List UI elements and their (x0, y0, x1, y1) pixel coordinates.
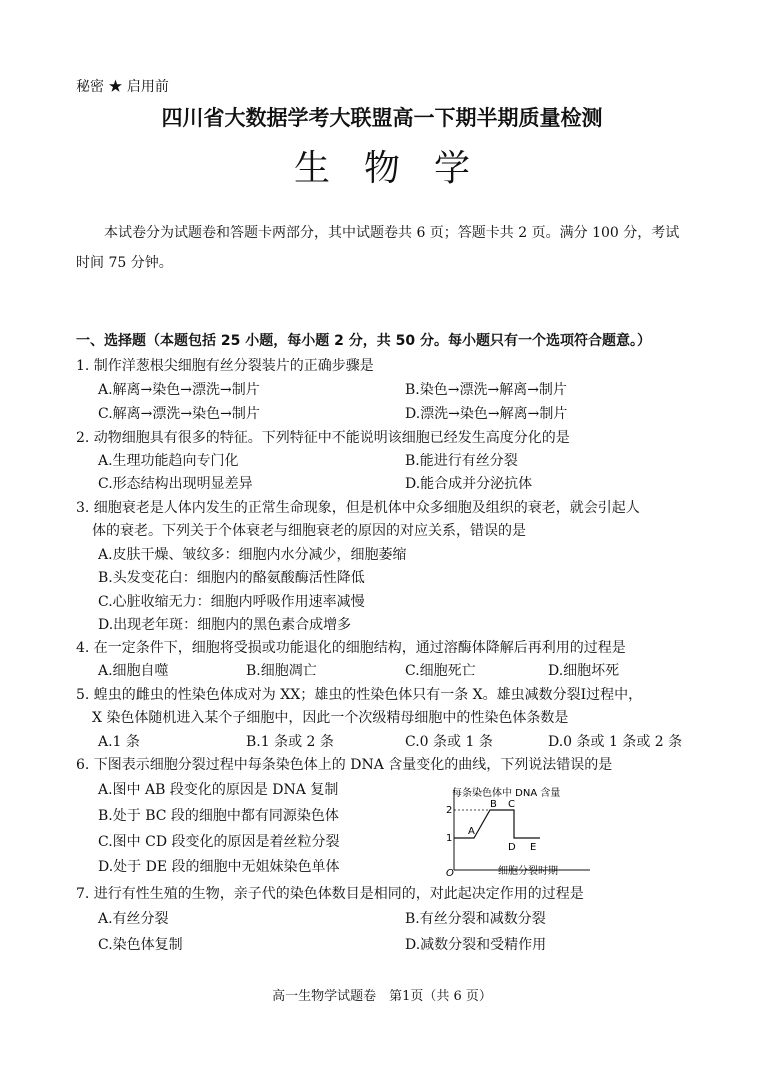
question-6-option-c: C.图中 CD 段变化的原因是着丝粒分裂 (98, 834, 340, 850)
question-4-option-d: D.细胞坏死 (548, 663, 620, 679)
question-7-option-b: B.有丝分裂和减数分裂 (405, 911, 546, 927)
question-5-option-c: C.0 条或 1 条 (405, 734, 493, 750)
question-7-option-c: C.染色体复制 (98, 937, 183, 953)
question-3-option-a: A.皮肤干燥、皱纹多：细胞内水分减少，细胞萎缩 (98, 547, 407, 563)
figure-point-d: D (508, 842, 516, 853)
question-4-option-c: C.细胞死亡 (405, 663, 476, 679)
figure-point-a: A (468, 826, 475, 837)
subject-title: 生物学 (293, 148, 504, 189)
question-6-stem: 6. 下图表示细胞分裂过程中每条染色体上的 DNA 含量变化的曲线，下列说法错误的是 (76, 757, 613, 773)
figure-tick-2: 2 (446, 805, 453, 816)
question-7-option-a: A.有丝分裂 (98, 911, 169, 927)
figure-curve (454, 810, 540, 838)
question-3-option-c: C.心脏收缩无力：细胞内呼吸作用速率减慢 (98, 594, 365, 610)
question-5-stem-line-2: X 染色体随机进入某个子细胞中，因此一个次级精母细胞中的性染色体条数是 (92, 710, 569, 726)
question-1-option-a: A.解离→染色→漂洗→制片 (98, 382, 260, 398)
question-2-stem: 2. 动物细胞具有很多的特征。下列特征中不能说明该细胞已经发生高度分化的是 (76, 430, 570, 446)
question-7-option-d: D.减数分裂和受精作用 (405, 937, 547, 953)
question-3-option-b: B.头发变花白：细胞内的酪氨酸酶活性降低 (98, 570, 365, 586)
section-heading: 一、选择题（本题包括 25 小题，每小题 2 分，共 50 分。每小题只有一个选项符合题意。） (76, 333, 651, 349)
question-6-option-b: B.处于 BC 段的细胞中都有同源染色体 (98, 808, 339, 824)
question-3-stem-line-2: 体的衰老。下列关于个体衰老与细胞衰老的原因的对应关系，错误的是 (92, 523, 526, 539)
question-5-stem-line-1: 5. 蝗虫的雌虫的性染色体成对为 XX；雄虫的性染色体只有一条 X。雄虫减数分裂Ⅰ过程中， (76, 687, 643, 703)
figure-point-c: C (508, 799, 515, 810)
exam-title: 四川省大数据学考大联盟高一下期半期质量检测 (161, 106, 603, 130)
question-2-option-c: C.形态结构出现明显差异 (98, 476, 253, 492)
question-3-stem-line-1: 3. 细胞衰老是人体内发生的正常生命现象，但是机体中众多细胞及组织的衰老，就会引起人 (76, 500, 640, 516)
question-2-option-d: D.能合成并分泌抗体 (405, 476, 533, 492)
figure-tick-1: 1 (446, 833, 453, 844)
figure-x-label: 细胞分裂时期 (498, 866, 558, 877)
question-5-option-a: A.1 条 (98, 734, 140, 750)
dna-content-figure (440, 782, 620, 878)
figure-origin: O (446, 868, 454, 878)
figure-y-label: 每条染色体中 DNA 含量 (452, 788, 561, 799)
question-1-option-c: C.解离→漂洗→染色→制片 (98, 406, 260, 422)
figure-point-b: B (490, 799, 497, 810)
question-6-option-a: A.图中 AB 段变化的原因是 DNA 复制 (98, 782, 339, 798)
page-footer: 高一生物学试题卷 第1页（共 6 页） (272, 989, 492, 1004)
exam-instructions: 本试卷分为试题卷和答题卡两部分，其中试题卷共 6 页；答题卡共 2 页。满分 100 分，考试时间 75 分钟。 (76, 225, 680, 271)
question-4-option-b: B.细胞凋亡 (246, 663, 317, 679)
secret-label: 秘密 ★ 启用前 (76, 79, 169, 95)
figure-point-e: E (530, 842, 537, 853)
question-1-option-b: B.染色→漂洗→解离→制片 (405, 382, 567, 398)
question-4-stem: 4. 在一定条件下，细胞将受损或功能退化的细胞结构，通过溶酶体降解后再利用的过程是 (76, 640, 626, 656)
question-3-option-d: D.出现老年斑：细胞内的黑色素合成增多 (98, 617, 352, 633)
question-2-option-a: A.生理功能趋向专门化 (98, 453, 239, 469)
question-5-option-b: B.1 条或 2 条 (246, 734, 334, 750)
question-2-option-b: B.能进行有丝分裂 (405, 453, 518, 469)
question-1-option-d: D.漂洗→染色→解离→制片 (405, 406, 568, 422)
question-5-option-d: D.0 条或 1 条或 2 条 (548, 734, 683, 750)
question-6-option-d: D.处于 DE 段的细胞中无姐妹染色单体 (98, 859, 340, 875)
question-1-stem: 1. 制作洋葱根尖细胞有丝分裂装片的正确步骤是 (76, 358, 374, 374)
question-7-stem: 7. 进行有性生殖的生物，亲子代的染色体数目是相同的，对此起决定作用的过程是 (76, 886, 584, 902)
question-4-option-a: A.细胞自噬 (98, 663, 169, 679)
